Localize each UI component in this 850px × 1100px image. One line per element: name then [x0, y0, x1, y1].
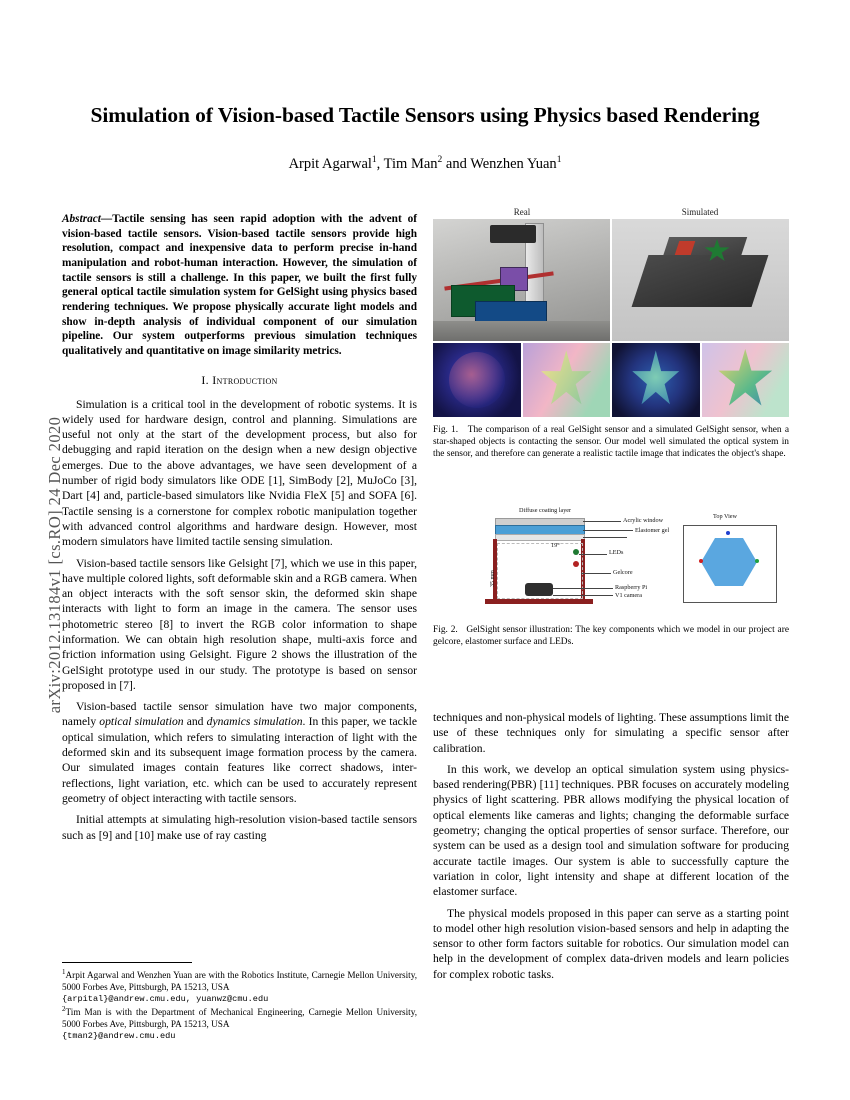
figure-2-annotation-leds: LEDs — [609, 549, 624, 556]
right-paragraph-2: In this work, we develop an optical simulation system using physics-based rendering(PBR) [11] techniques. PBR focuses on accurately modeling physics of light scattering. PBR allows modifying the physical location of optical elements like cameras and lights; changing the deformable surface geometry; changing the optical properties of sensor surface. Therefore, our system can be used as a design tool and simulation software for producing accurate tactile images. Our system is able to successfully capture the variation in color, light intensity and shape at different location of the elastomer surface. — [433, 762, 789, 899]
intro-p3-italic-1: optical simulation — [99, 715, 184, 729]
page-title: Simulation of Vision-based Tactile Sensors using Physics based Rendering — [90, 103, 760, 127]
intro-paragraph-1: Simulation is a critical tool in the development of robotic systems. It is widely used for hardware design, control and planning. Simulations are useful not only at the start of the development process, but also for debugging and rapid iteration on the design when a new design objective emerges. Due to the above advantages, we have seen development of a number of rigid body simulators like ODE [1], SimBody [2], MuJoCo [3], Dart [4] and, particle-based simulators like Nvidia FleX [5] and SOFA [6]. Tactile sensing is a cornerstone for complex robotic manipulation together with advanced control algorithms and hardware design. However, most modern simulators have limited tactile sensing simulation. — [62, 397, 417, 549]
authors — [60, 155, 790, 173]
figure-2-annotation-raspberry: Raspberry Pi — [615, 584, 648, 591]
intro-p3-c: . In this paper, we tackle optical simulation, which refers to simulating interaction of light with the deformed skin and its subsequent image formation process by the camera. Our simulated images contain features like correct shadows, inter-reflections, light variation, etc. which can be used to accurately represent geometry of object interacting with tactile sensors. — [62, 715, 417, 805]
figure-2-caption — [433, 624, 789, 648]
footnote-1-marker: 1 — [62, 968, 66, 976]
left-column — [62, 212, 417, 849]
figure-1-caption-number: Fig. 1. — [433, 425, 459, 435]
figure-2-annotation-height: 35 mm — [490, 570, 496, 587]
figure-2-caption-text: GelSight sensor illustration: The key components which we model in our project are gelcore, elastomer surface and LEDs. — [433, 625, 789, 648]
figure-2 — [433, 487, 789, 648]
right-column — [433, 710, 789, 988]
camera-shape — [525, 583, 553, 596]
abstract-text: Tactile sensing has seen rapid adoption with the advent of vision-based tactile sensors. Vision-based tactile sensors provide high resolution, compact and inexpensive data to perform precise in-hand manipulation and robot-human interaction. However, the simulation of tactile sensors is still a challenge. In this paper, we built the first fully general optical tactile simulation system for GelSight using physics based rendering techniques. We propose physically accurate light models and show in-depth analysis of individual component of our simulation pipeline. Our system outperforms previous simulation techniques qualitatively and quantitative on image similarity metrics. — [62, 213, 417, 358]
author-2: , Tim Man — [376, 155, 438, 172]
figure-1-caption — [433, 424, 789, 461]
author-1: Arpit Agarwal — [288, 155, 372, 172]
footnote-1 — [62, 968, 417, 1005]
intro-paragraph-3 — [62, 699, 417, 806]
tactile-image-real-blank — [433, 343, 521, 417]
simulated-sensor-render — [612, 219, 789, 341]
figure-2-caption-number: Fig. 2. — [433, 625, 458, 635]
intro-p3-italic-2: dynamics simulation — [206, 715, 303, 729]
author-2-sup: 2 — [437, 155, 443, 165]
arxiv-stamp: arXiv:2012.13184v1 [cs.RO] 24 Dec 2020 — [45, 416, 64, 714]
figure-2-annotation-gelcore: Gelcore — [613, 569, 633, 576]
figure-1 — [433, 207, 789, 461]
footnote-2-marker: 2 — [62, 1005, 66, 1014]
figure-1-label-real: Real — [513, 207, 531, 217]
section-heading-introduction: I. Introduction — [201, 372, 278, 387]
figure-1-bottom-row — [433, 343, 789, 417]
author-1-sup: 1 — [371, 155, 377, 165]
figure-1-labels — [433, 207, 789, 217]
author-3-sup: 1 — [556, 155, 562, 165]
author-3: and Wenzhen Yuan — [442, 155, 557, 172]
figure-2-diagram — [433, 487, 789, 617]
intro-p3-a: Vision-based tactile sensor simulation have two major components, namely — [62, 700, 417, 729]
figure-2-annotation-topview: Top View — [713, 513, 737, 520]
right-paragraph-1: techniques and non-physical models of lighting. These assumptions limit the use of these techniques only for simulating a specific sensor after calibration. — [433, 711, 789, 755]
footnote-rule — [62, 962, 192, 963]
right-paragraph-3: The physical models proposed in this paper can serve as a starting point to model other high resolution vision-based sensors and help in adapting the sensor to other form factors suitable for robotics. Our simulation model can help in the development of complex data-driven models and learn policies for complex robotic tasks. — [433, 906, 789, 981]
intro-p3-b: and — [183, 715, 207, 729]
figure-2-annotation-angle: 19° — [551, 542, 560, 549]
footnote-2-email: {tman2}@andrew.cmu.edu — [62, 1031, 176, 1042]
footnotes — [62, 962, 417, 1042]
acrylic-window-shape — [495, 534, 585, 541]
footnote-2-text: Tim Man is with the Department of Mechanical Engineering, Carnegie Mellon University, 5000 Forbes Ave, Pittsburgh, PA 15213, USA — [62, 1007, 417, 1030]
figure-1-caption-text: The comparison of a real GelSight sensor and a simulated GelSight sensor, when a star-shaped objects is contacting the sensor. Our model well simulated the optical system in the sensor, and therefore can generate a realistic tactile image that indicates the object's shape. — [433, 425, 789, 460]
footnote-1-email: {arpital}@andrew.cmu.edu, yuanwz@cmu.edu — [62, 993, 269, 1004]
intro-paragraph-2: Vision-based tactile sensors like Gelsight [7], which we use in this paper, have multiple colored lights, soft deformable skin and a RGB camera. When an object interacts with the soft sensor skin, the deformed skin shape interacts with light to form an image in the camera. The sensor uses photometric stereo [8] to invert the RGB color information to shape information. We can obtain high resolution shape, multi-axis force and friction information using Gelsight. Figure 2 shows the illustration of the GelSight prototype used in our study. The prototype is based on sensor proposed in [7]. — [62, 556, 417, 692]
tactile-image-sim-blank — [523, 343, 611, 417]
abstract — [62, 212, 417, 359]
footnote-1-text: Arpit Agarwal and Wenzhen Yuan are with the Robotics Institute, Carnegie Mellon University, 5000 Forbes Ave, Pittsburgh, PA 15213, USA — [62, 970, 417, 993]
figure-2-annotation-elastomer: Elastomer gel — [635, 527, 670, 534]
figure-1-label-simulated: Simulated — [681, 207, 719, 217]
abstract-lead: Abstract— — [62, 213, 113, 225]
intro-paragraph-4: Initial attempts at simulating high-resolution vision-based tactile sensors such as [9] and [10] make use of ray casting — [62, 813, 417, 842]
figure-1-top-row — [433, 219, 789, 341]
real-sensor-photo — [433, 219, 610, 341]
footnote-2 — [62, 1005, 417, 1042]
figure-2-annotation-diffuse: Diffuse coating layer — [519, 507, 572, 514]
tactile-image-real-star — [612, 343, 700, 417]
led-red-icon — [573, 561, 579, 567]
sensor-base — [485, 599, 593, 604]
figure-2-annotation-camera: V1 camera — [615, 592, 642, 599]
figure-2-annotation-acrylic: Acrylic window — [623, 517, 664, 524]
tactile-image-sim-star — [702, 343, 790, 417]
